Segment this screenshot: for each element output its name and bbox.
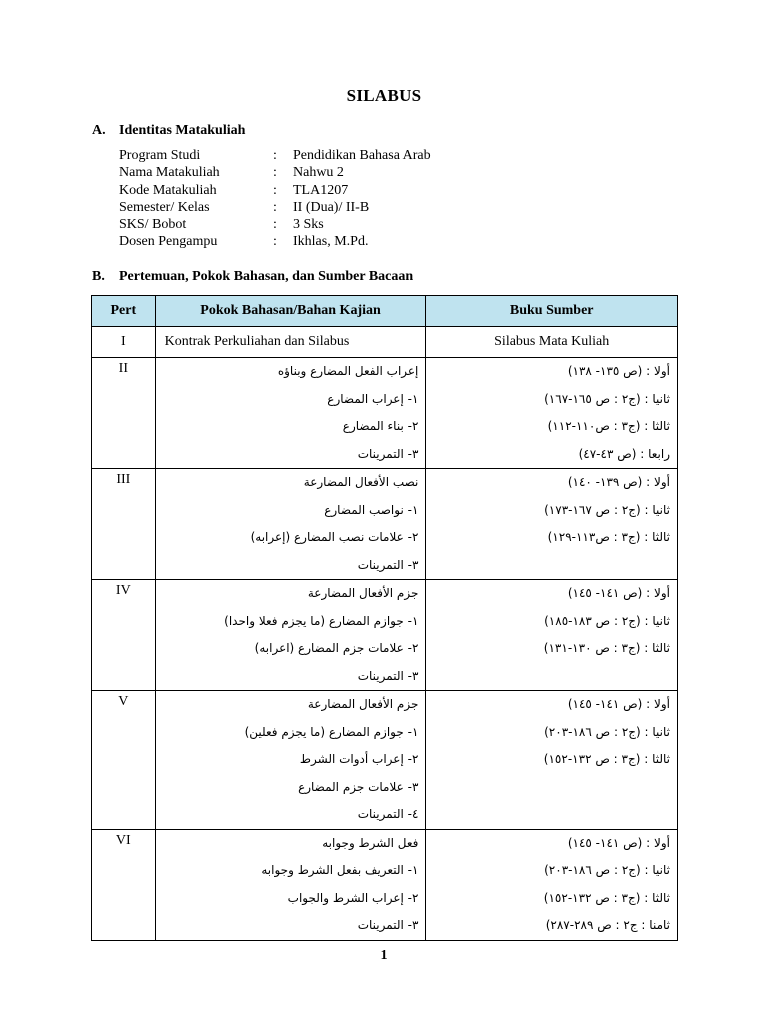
topic-line: ٣- التمرينات [357, 446, 419, 461]
identity-label: Nama Matakuliah [119, 165, 220, 181]
topic-line: ٣- علامات جزم المضارع [298, 779, 419, 794]
syllabus-table [91, 295, 678, 941]
topic-line: فعل الشرط وجوابه [322, 835, 419, 850]
topic-line: ١- جوازم المضارع (ما يجزم فعلين) [244, 724, 419, 739]
source-line: رابعا : (ص ٤٣-٤٧) [578, 446, 670, 461]
section-a-title: Identitas Matakuliah [119, 123, 246, 138]
section-b-title: Pertemuan, Pokok Bahasan, dan Sumber Bacaan [119, 269, 414, 284]
identity-colon: : [273, 199, 277, 215]
section-b-number: B. [92, 269, 105, 284]
source-line: ثالثا : (ج٣ : ص ١٣٢-١٥٢) [543, 890, 670, 905]
topic-line: ٢- إعراب أدوات الشرط [299, 752, 419, 766]
identity-label: Semester/ Kelas [119, 199, 210, 215]
source-cell [426, 358, 678, 469]
source-line: ثانيا : (ج٢ : ص ١٦٧-١٧٣) [544, 502, 670, 517]
source-line: ثالثا : (ج٣ : ص ١٣٢-١٥٢) [543, 752, 670, 766]
header-topic: Pokok Bahasan/Bahan Kajian [155, 296, 426, 327]
identity-row [119, 199, 431, 216]
table-row [92, 469, 678, 580]
identity-colon: : [273, 217, 277, 233]
source-line: ثانيا : (ج٢ : ص ١٨٦-٢٠٣) [544, 724, 670, 739]
pert-cell: I [92, 327, 156, 358]
topic-line: ٢- علامات نصب المضارع (إعرابه) [250, 530, 419, 544]
identity-value: Ikhlas, M.Pd. [293, 234, 369, 250]
table-row [92, 580, 678, 691]
pert-cell: IV [92, 580, 156, 691]
source-line: ثالثا : (ج٣ : ص١١٣-١٢٩) [547, 530, 670, 544]
pert-cell: V [92, 691, 156, 830]
topic-cell [155, 829, 426, 940]
topic-cell: Kontrak Perkuliahan dan Silabus [155, 327, 426, 358]
document-title: SILABUS [346, 86, 422, 105]
source-cell [426, 691, 678, 830]
source-line: ثانيا : (ج٢ : ص ١٨٦-٢٠٣) [544, 863, 670, 877]
topic-line: ٣- التمرينات [357, 668, 419, 683]
pert-cell: VI [92, 829, 156, 940]
source-line: ثالثا : (ج٣ : ص ١٣٠-١٣١) [543, 641, 670, 655]
topic-line: إعراب الفعل المضارع وبناؤه [277, 364, 419, 378]
identity-colon: : [273, 234, 277, 250]
header-pert: Pert [92, 296, 156, 327]
source-line: أولا : (ص ١٣٥- ١٣٨) [567, 364, 670, 378]
topic-line: ١- إعراب المضارع [327, 391, 419, 406]
identity-label: Program Studi [119, 148, 201, 163]
section-b-heading [92, 269, 413, 285]
identity-value: 3 Sks [293, 217, 324, 233]
topic-line: ٤- التمرينات [357, 807, 419, 821]
topic-line: ٢- علامات جزم المضارع (اعرابه) [254, 641, 419, 655]
header-source: Buku Sumber [426, 296, 678, 327]
source-line: أولا : (ص ١٤١- ١٤٥) [567, 835, 670, 850]
identity-row [119, 164, 431, 181]
topic-line: جزم الأفعال المضارعة [307, 697, 419, 711]
source-cell [426, 580, 678, 691]
table-header-row [92, 296, 678, 327]
source-cell [426, 829, 678, 940]
identity-label: Dosen Pengampu [119, 234, 218, 250]
identity-label: SKS/ Bobot [119, 217, 187, 233]
identity-colon: : [273, 148, 277, 163]
identity-label: Kode Matakuliah [119, 182, 217, 198]
topic-line: ٣- التمرينات [357, 918, 419, 932]
identity-value: Nahwu 2 [293, 165, 344, 181]
identity-row [119, 216, 431, 233]
source-line: ثالثا : (ج٣ : ص١١٠-١١٢) [547, 419, 670, 433]
topic-line: ٢- إعراب الشرط والجواب [287, 890, 419, 905]
source-cell [426, 469, 678, 580]
source-line: ثانيا : (ج٢ : ص ١٦٥-١٦٧) [544, 391, 670, 406]
topic-line: ٢- بناء المضارع [342, 419, 419, 433]
topic-line: ١- جوازم المضارع (ما يجزم فعلا واحدا) [224, 613, 419, 628]
identity-row [119, 182, 431, 199]
topic-cell [155, 469, 426, 580]
identity-colon: : [273, 165, 277, 181]
source-line: أولا : (ص ١٤١- ١٤٥) [567, 586, 670, 600]
source-line: أولا : (ص ١٤١- ١٤٥) [567, 697, 670, 711]
topic-line: نصب الأفعال المضارعة [303, 475, 419, 489]
source-line: أولا : (ص ١٣٩- ١٤٠) [567, 475, 670, 489]
pert-cell: III [92, 469, 156, 580]
table-row [92, 358, 678, 469]
identity-value: TLA1207 [293, 182, 349, 198]
table-row [92, 327, 678, 358]
identity-row [119, 147, 431, 164]
source-line: ثامنا : ج٢ : ص ٢٨٩-٢٨٧) [545, 918, 670, 932]
topic-line: ١- التعريف بفعل الشرط وجوابه [261, 863, 419, 877]
source-line: ثانيا : (ج٢ : ص ١٨٣-١٨٥) [544, 613, 670, 628]
topic-cell [155, 580, 426, 691]
source-cell: Silabus Mata Kuliah [426, 327, 678, 358]
section-a-number: A. [92, 123, 106, 138]
table-row [92, 691, 678, 830]
table-row [92, 829, 678, 940]
identity-value: Pendidikan Bahasa Arab [293, 148, 431, 163]
identity-colon: : [273, 182, 277, 198]
topic-cell [155, 691, 426, 830]
identity-row [119, 233, 431, 250]
identity-value: II (Dua)/ II-B [293, 199, 370, 215]
pert-cell: II [92, 358, 156, 469]
identity-list [119, 147, 431, 251]
page-number: 1 [380, 948, 388, 963]
topic-line: ١- نواصب المضارع [324, 502, 419, 517]
topic-cell [155, 358, 426, 469]
topic-line: جزم الأفعال المضارعة [307, 586, 419, 600]
section-a-heading [92, 123, 245, 139]
topic-line: ٣- التمرينات [357, 557, 419, 572]
